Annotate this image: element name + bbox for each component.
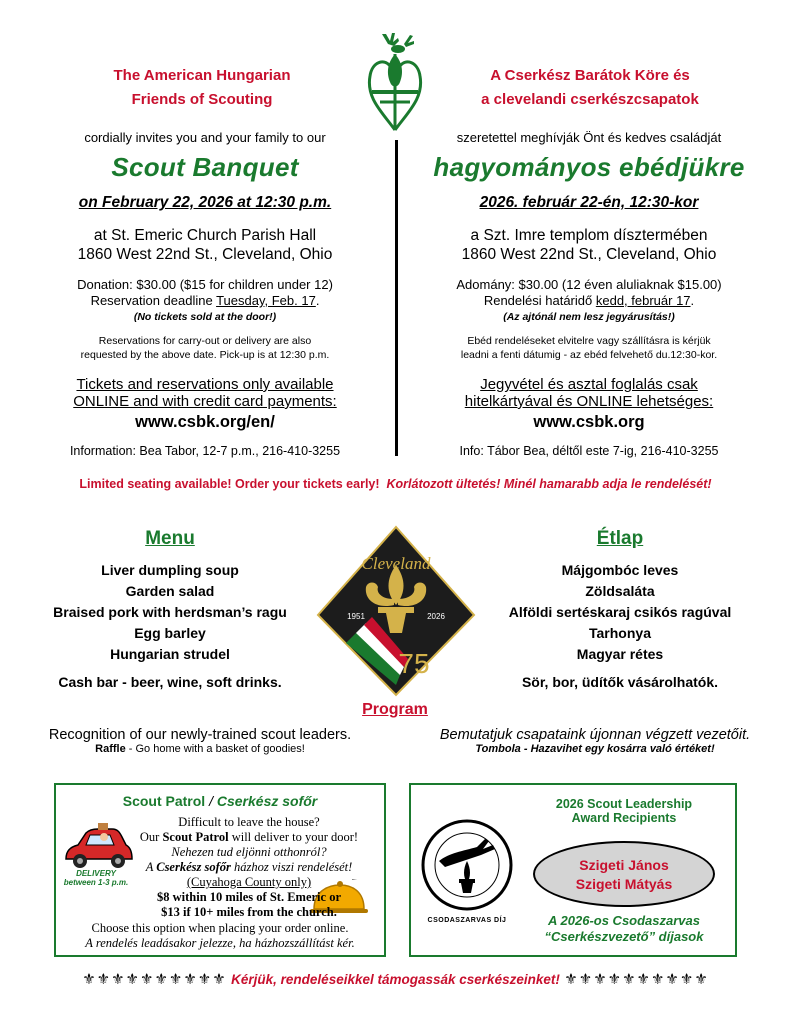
patrol-line6: $8 within 10 miles of St. Emeric or xyxy=(156,890,341,904)
left-url-link[interactable]: www.csbk.org/en/ xyxy=(135,413,275,431)
menu-en-item: Egg barley xyxy=(134,625,206,641)
right-title: hagyományos ebédjükre xyxy=(433,152,745,182)
menu-en-item: Liver dumpling soup xyxy=(101,562,239,578)
badge-city: Cleveland xyxy=(361,554,431,573)
award-box xyxy=(409,783,737,957)
menu-hu-item: Májgombóc leves xyxy=(561,562,679,578)
limited-en: Limited seating available! Order your tickets early! xyxy=(79,477,380,491)
menu-hu-heading: Étlap xyxy=(596,528,644,549)
right-deadline: Rendelési határidő kedd, február 17. xyxy=(483,293,695,308)
right-carryout-line2: leadni a fenti dátumig - az ebéd felvehető du.12:30-kor. xyxy=(460,349,718,361)
limited-seating-notice xyxy=(0,477,791,491)
menu-en-item: Hungarian strudel xyxy=(110,646,230,662)
delivery-time: between 1-3 p.m. xyxy=(63,878,129,887)
left-carryout-line2: requested by the above date. Pick-up is at 12:30 p.m. xyxy=(80,349,330,361)
badge-anniversary: 75 xyxy=(398,648,430,679)
menu-hu-item: Zöldsaláta xyxy=(585,583,655,599)
right-tickets-line1: Jegyvétel és asztal foglalás csak xyxy=(480,376,698,393)
menu-en-heading: Menu xyxy=(145,528,195,549)
seal-text: CSODASZARVAS DÍJ xyxy=(427,917,507,924)
award-recipient-2: Szigeti Mátyás xyxy=(575,876,673,892)
left-info: Information: Bea Tabor, 12-7 p.m., 216-410-3255 xyxy=(69,444,341,458)
program-en-recognition: Recognition of our newly-trained scout leaders. xyxy=(48,727,352,743)
patrol-line3: Nehezen tud eljönni otthonról? xyxy=(171,845,327,859)
award-foot-line2: “Cserkészvezető” díjasok xyxy=(544,929,704,944)
award-title-line2: Award Recipients xyxy=(571,811,677,825)
award-recipient-1: Szigeti János xyxy=(579,857,669,873)
right-org-line2: a clevelandi cserkészcsapatok xyxy=(481,91,699,108)
patrol-line4: A Cserkész sofőr házhoz viszi rendelését! xyxy=(145,860,353,874)
patrol-line1: Difficult to leave the house? xyxy=(178,815,320,829)
left-carryout-line1: Reservations for carry-out or delivery are also xyxy=(98,335,312,347)
badge-year-start: 1951 xyxy=(347,612,365,621)
menu-hu-item: Alföldi sertéskaraj csikós ragúval xyxy=(508,604,732,620)
limited-hu: Korlátozott ültetés! Minél hamarabb adja le rendelését! xyxy=(386,477,712,491)
program-en-raffle: Raffle - Go home with a basket of goodies! xyxy=(95,743,305,755)
menu-en-item: Braised pork with herdsman’s ragu xyxy=(53,604,287,620)
right-no-tickets: (Az ajtónál nem lesz jegyárusítás!) xyxy=(503,311,675,323)
badge-year-end: 2026 xyxy=(427,612,445,621)
footer-lilies-right-icon: ⚜⚜⚜⚜⚜⚜⚜⚜⚜⚜ xyxy=(564,971,709,988)
right-deadline-date: kedd, február 17 xyxy=(595,293,691,308)
right-tickets-line2: hitelkártyával és ONLINE lehetséges: xyxy=(464,393,714,410)
left-deadline: Reservation deadline Tuesday, Feb. 17. xyxy=(90,293,320,308)
right-venue-line1: a Szt. Imre templom dísztermében xyxy=(470,227,708,244)
left-venue-line1: at St. Emeric Church Parish Hall xyxy=(93,227,317,244)
right-url-link[interactable]: www.csbk.org xyxy=(533,413,645,431)
left-org-line2: Friends of Scouting xyxy=(131,91,273,108)
footer xyxy=(0,970,791,989)
left-tickets-line1: Tickets and reservations only available xyxy=(76,376,334,393)
right-donation: Adomány: $30.00 (12 éven aluliaknak $15.00) xyxy=(456,277,722,292)
scout-patrol-box xyxy=(54,783,386,957)
left-deadline-date: Tuesday, Feb. 17 xyxy=(216,293,316,308)
right-carryout-line1: Ebéd rendeléseket elvitelre vagy szállításra is kérjük xyxy=(467,335,711,347)
award-foot-line1: A 2026-os Csodaszarvas xyxy=(548,913,700,928)
left-org-line1: The American Hungarian xyxy=(113,67,291,84)
left-invite: cordially invites you and your family to our xyxy=(84,130,326,145)
right-info: Info: Tábor Bea, déltől este 7-ig, 216-410-3255 xyxy=(459,444,719,458)
footer-text: Kérjük, rendeléseikkel támogassák cserkészeinket! xyxy=(231,972,560,987)
left-venue-line2: 1860 West 22nd St., Cleveland, Ohio xyxy=(77,246,333,263)
menu-hu-item: Magyar rétes xyxy=(576,646,664,662)
patrol-title: Scout Patrol / Cserkész sofőr xyxy=(122,793,318,809)
right-org-line1: A Cserkész Barátok Köre és xyxy=(490,67,690,84)
patrol-line7: $13 if 10+ miles from the church. xyxy=(161,905,337,919)
right-date: 2026. február 22-én, 12:30-kor xyxy=(479,194,699,211)
menu-en-item: Garden salad xyxy=(125,583,215,599)
scout-deer-logo-icon xyxy=(352,32,438,134)
program-hu-raffle: Tombola - Hazavihet egy kosárra való értéket! xyxy=(475,743,715,755)
program-hu-recognition: Bemutatjuk csapataink újonnan végzett vezetőit. xyxy=(439,727,751,743)
delivery-label: DELIVERY xyxy=(76,869,116,878)
right-venue-line2: 1860 West 22nd St., Cleveland, Ohio xyxy=(461,246,717,263)
menu-hu-list xyxy=(470,560,770,665)
menu-hu-item: Tarhonya xyxy=(589,625,651,641)
award-title-line1: 2026 Scout Leadership xyxy=(555,797,693,811)
left-donation: Donation: $30.00 ($15 for children under 12) xyxy=(77,277,333,292)
column-divider xyxy=(395,140,398,456)
patrol-line9: A rendelés leadásakor jelezze, ha házhozszállítást kér. xyxy=(85,936,355,950)
patrol-line5: (Cuyahoga County only) xyxy=(186,875,312,889)
left-date: on February 22, 2026 at 12:30 p.m. xyxy=(78,194,332,211)
program-heading: Program xyxy=(362,701,428,718)
footer-lilies-left-icon: ⚜⚜⚜⚜⚜⚜⚜⚜⚜⚜ xyxy=(82,971,227,988)
left-tickets-line2: ONLINE and with credit card payments: xyxy=(73,393,337,410)
right-invite: szeretettel meghívják Önt és kedves családját xyxy=(456,130,722,145)
menu-en-list xyxy=(20,560,320,665)
patrol-line2: Our Scout Patrol will deliver to your door! xyxy=(139,830,359,844)
left-no-tickets: (No tickets sold at the door!) xyxy=(133,311,277,323)
cleveland-75-badge xyxy=(316,525,476,697)
recipients-oval xyxy=(533,841,715,907)
patrol-line8: Choose this option when placing your order online. xyxy=(91,921,349,935)
left-title: Scout Banquet xyxy=(111,152,299,182)
menu-hu-cashbar: Sör, bor, üdítők vásárolhatók. xyxy=(521,674,719,690)
csodaszarvas-seal-icon xyxy=(419,817,515,913)
menu-en-cashbar: Cash bar - beer, wine, soft drinks. xyxy=(58,674,282,690)
